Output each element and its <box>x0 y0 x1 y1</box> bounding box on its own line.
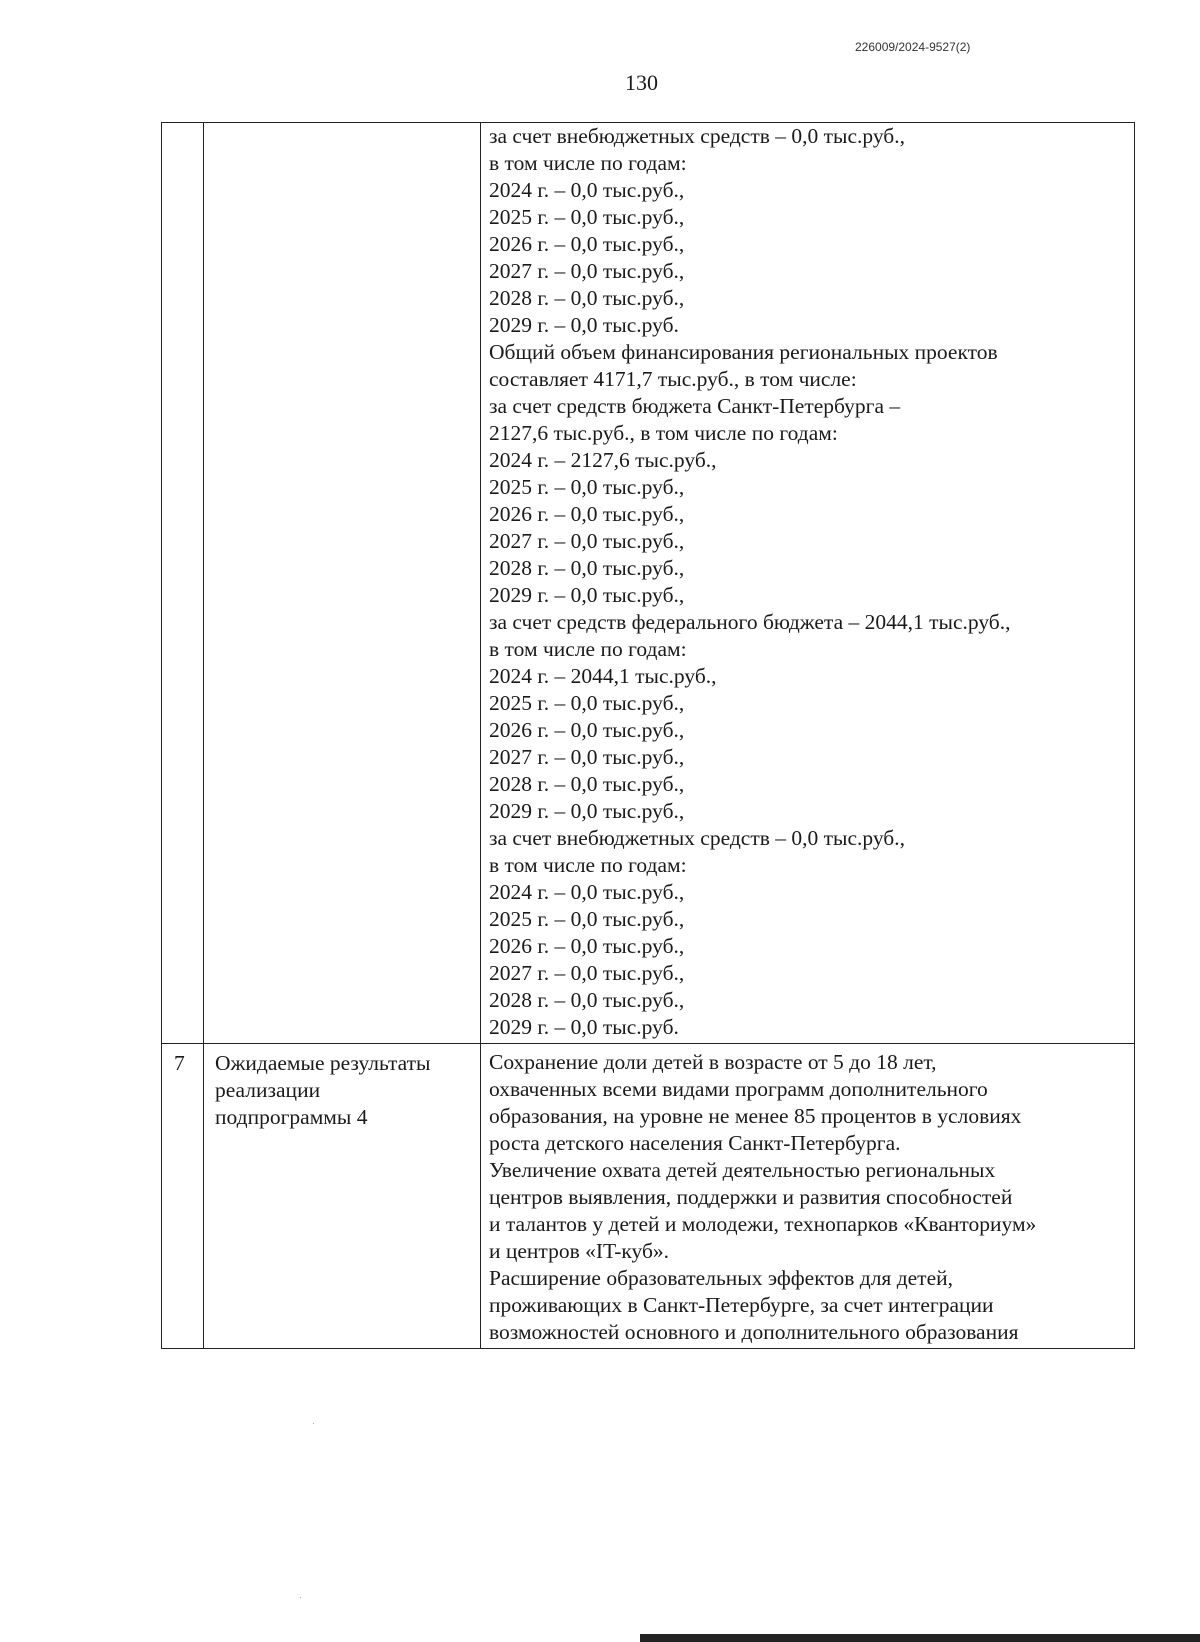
table-row <box>162 123 1135 1044</box>
text-line: 2025 г. – 0,0 тыс.руб., <box>489 205 685 229</box>
expected-results-text <box>481 1044 1134 1348</box>
text-line: и талантов у детей и молодежи, технопарков «Кванториум» <box>489 1212 1037 1236</box>
table-row <box>162 1044 1135 1349</box>
scan-speck <box>300 1597 301 1598</box>
text-line: Расширение образовательных эффектов для детей, <box>489 1266 953 1290</box>
row-value-cell <box>481 1044 1135 1349</box>
document-registration-number: 226009/2024-9527(2) <box>855 40 971 54</box>
text-line: 2127,6 тыс.руб., в том числе по годам: <box>489 421 838 445</box>
row-name-cell <box>204 123 481 1044</box>
text-line: 2027 г. – 0,0 тыс.руб., <box>489 745 685 769</box>
text-line: охваченных всеми видами программ дополнительного <box>489 1077 988 1101</box>
row-name <box>204 1044 480 1131</box>
text-line: проживающих в Санкт-Петербурге, за счет интеграции <box>489 1293 994 1317</box>
row-name-line: реализации <box>215 1078 321 1102</box>
row-number-cell <box>162 123 204 1044</box>
row-name-line: подпрограммы 4 <box>215 1105 368 1129</box>
subprogram-passport-table <box>161 122 1135 1349</box>
text-line: 2029 г. – 0,0 тыс.руб., <box>489 799 685 823</box>
page-number: 130 <box>625 70 658 95</box>
text-line: за счет средств бюджета Санкт-Петербурга – <box>489 394 901 418</box>
text-line: 2026 г. – 0,0 тыс.руб., <box>489 934 685 958</box>
text-line: 2026 г. – 0,0 тыс.руб., <box>489 502 685 526</box>
text-line: 2025 г. – 0,0 тыс.руб., <box>489 907 685 931</box>
row-value-cell <box>481 123 1135 1044</box>
text-line: 2027 г. – 0,0 тыс.руб., <box>489 259 685 283</box>
scan-speck <box>313 1423 314 1424</box>
text-line: 2024 г. – 2044,1 тыс.руб., <box>489 664 717 688</box>
text-line: в том числе по годам: <box>489 151 687 175</box>
text-line: в том числе по годам: <box>489 637 687 661</box>
text-line: 2027 г. – 0,0 тыс.руб., <box>489 529 685 553</box>
text-line: центров выявления, поддержки и развития способностей <box>489 1185 1013 1209</box>
text-line: Увеличение охвата детей деятельностью региональных <box>489 1158 996 1182</box>
text-line: возможностей основного и дополнительного образования <box>489 1320 1019 1344</box>
text-line: 2024 г. – 2127,6 тыс.руб., <box>489 448 717 472</box>
text-line: 2029 г. – 0,0 тыс.руб. <box>489 313 679 337</box>
text-line: 2029 г. – 0,0 тыс.руб. <box>489 1015 679 1039</box>
text-line: 2029 г. – 0,0 тыс.руб., <box>489 583 685 607</box>
text-line: 2028 г. – 0,0 тыс.руб., <box>489 286 685 310</box>
financing-text <box>481 123 1134 1043</box>
text-line: 2024 г. – 0,0 тыс.руб., <box>489 880 685 904</box>
text-line: 2028 г. – 0,0 тыс.руб., <box>489 772 685 796</box>
text-line: Общий объем финансирования региональных проектов <box>489 340 998 364</box>
text-line: образования, на уровне не менее 85 процентов в условиях <box>489 1104 1022 1128</box>
text-line: в том числе по годам: <box>489 853 687 877</box>
row-number-cell <box>162 1044 204 1349</box>
text-line: за счет внебюджетных средств – 0,0 тыс.руб., <box>489 826 905 850</box>
row-number: 7 <box>174 1051 185 1075</box>
text-line: 2028 г. – 0,0 тыс.руб., <box>489 988 685 1012</box>
row-name-cell <box>204 1044 481 1349</box>
text-line: за счет средств федерального бюджета – 2044,1 тыс.руб., <box>489 610 1011 634</box>
scan-edge-bar <box>640 1634 1200 1642</box>
text-line: составляет 4171,7 тыс.руб., в том числе: <box>489 367 857 391</box>
text-line: 2024 г. – 0,0 тыс.руб., <box>489 178 685 202</box>
text-line: за счет внебюджетных средств – 0,0 тыс.руб., <box>489 124 905 148</box>
text-line: 2028 г. – 0,0 тыс.руб., <box>489 556 685 580</box>
text-line: и центров «IT-куб». <box>489 1239 670 1263</box>
text-line: Сохранение доли детей в возрасте от 5 до 18 лет, <box>489 1050 937 1074</box>
text-line: роста детского населения Санкт-Петербурга. <box>489 1131 901 1155</box>
text-line: 2026 г. – 0,0 тыс.руб., <box>489 232 685 256</box>
row-name-line: Ожидаемые результаты <box>215 1051 431 1075</box>
text-line: 2027 г. – 0,0 тыс.руб., <box>489 961 685 985</box>
text-line: 2026 г. – 0,0 тыс.руб., <box>489 718 685 742</box>
text-line: 2025 г. – 0,0 тыс.руб., <box>489 475 685 499</box>
text-line: 2025 г. – 0,0 тыс.руб., <box>489 691 685 715</box>
